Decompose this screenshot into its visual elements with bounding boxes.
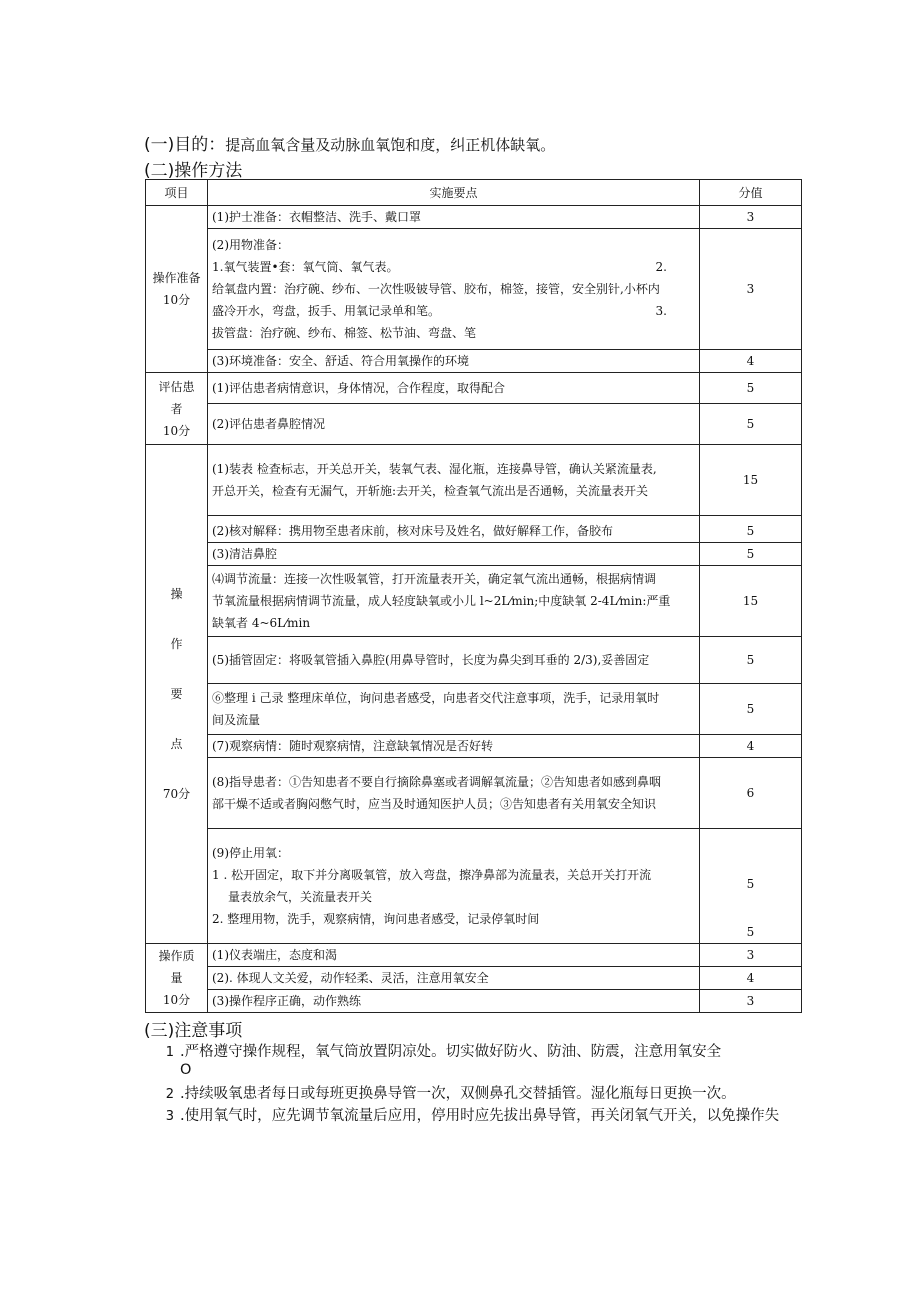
table-row <box>146 516 802 543</box>
method-heading: (二)操作方法 <box>144 161 243 181</box>
content-text: 盛冷开水，弯盘，扳手、用氧记录单和笔。 <box>212 304 441 318</box>
note-item <box>180 1062 191 1078</box>
note-text: .严格遵守操作规程，氧气筒放置阴凉处。切实做好防火、防油、防震，注意用氧安全 <box>180 1044 722 1060</box>
row-content: (1)仪表端庄，态度和渴 <box>208 944 700 967</box>
table-row <box>146 373 802 404</box>
table-row <box>146 445 802 516</box>
content-line: (1)装表 检查标志，开关总开关，装氧气表、湿化瓶，连接鼻导管，确认关紧流量表, <box>212 462 657 476</box>
table-row <box>146 350 802 373</box>
table-row <box>146 944 802 967</box>
content-line: (8)指导患者：①告知患者不要自行摘除鼻塞或者调解氧流量；②告知患者如感到鼻咽 <box>212 775 662 789</box>
table-row <box>146 990 802 1013</box>
row-content: (1)评估患者病情意识，身体情况，合作程度，取得配合 <box>208 373 700 404</box>
note-text: .使用氧气时，应先调节氧流量后应用，停用时应先拔出鼻导管，再关闭氧气开关，以免操作失 <box>180 1108 780 1124</box>
note-item <box>144 1040 721 1061</box>
row-score: 3 <box>700 990 802 1013</box>
row-content <box>208 566 700 637</box>
table-row <box>146 684 802 735</box>
row-score: 3 <box>700 944 802 967</box>
group-assess-label: 者 <box>170 401 183 416</box>
row-score: 15 <box>700 566 802 637</box>
notes-heading: (三)注意事项 <box>144 1021 243 1041</box>
operation-table <box>145 179 802 1013</box>
table-row <box>146 404 802 445</box>
content-line <box>212 256 695 278</box>
table-row <box>146 206 802 229</box>
row-content <box>208 229 700 350</box>
group-quality <box>146 944 208 1013</box>
row-content: (7)观察病情：随时观察病情，注意缺氧情况是否好转 <box>208 735 700 758</box>
group-assess-label: 评估患 <box>158 379 195 394</box>
row-score: 3 <box>700 206 802 229</box>
content-line: 2. 整理用物，洗手，观察病情，询问患者感受，记录停氧时间 <box>212 912 540 926</box>
content-line: 间及流量 <box>212 713 261 727</box>
content-line: 拔管盘：治疗碗、纱布、棉签、松节油、弯盘、笔 <box>212 326 477 340</box>
row-content <box>208 684 700 735</box>
content-line: 节氧流量根据病情调节流量，成人轻度缺氧或小儿 l~2L⁄min;中度缺氧 2-4L⁄min:严重 <box>212 594 671 608</box>
content-line: 1 . 松开固定，取下并分离吸氧管，放入弯盘，擦净鼻部为流量表，关总开关打开流 <box>212 868 652 882</box>
table-row <box>146 637 802 684</box>
row-score-group <box>700 829 802 944</box>
row-content: (5)插管固定：将吸氧管插入鼻腔(用鼻导管时，长度为鼻尖到耳垂的 2/3),妥善固定 <box>208 637 700 684</box>
row-score: 4 <box>700 967 802 990</box>
table-row <box>146 566 802 637</box>
content-line: 开总开关，检查有无漏气，开斩施:去开关，检查氧气流出是否通畅，关流量表开关 <box>212 484 649 498</box>
note-text: O <box>180 1062 192 1078</box>
row-score: 15 <box>700 445 802 516</box>
row-score: 6 <box>700 758 802 829</box>
row-score: 5 <box>700 516 802 543</box>
table-row <box>146 967 802 990</box>
content-line: (2)用物准备： <box>212 238 289 252</box>
table-row <box>146 229 802 350</box>
table-row <box>146 758 802 829</box>
row-score: 5 <box>700 684 802 735</box>
row-content <box>208 445 700 516</box>
group-ops-label: 要 <box>170 687 183 701</box>
row-content: (3)清洁鼻腔 <box>208 543 700 566</box>
group-assess <box>146 373 208 445</box>
note-number: 2 <box>165 1087 174 1102</box>
group-prep <box>146 206 208 373</box>
group-ops-label: 作 <box>170 637 183 651</box>
content-text: 1.氧气装置•套：氧气筒、氧气表。 <box>212 260 399 274</box>
content-number: 2. <box>655 260 667 274</box>
group-ops-label: 点 <box>170 737 183 751</box>
group-ops-label: 操 <box>170 587 183 601</box>
content-line: 缺氧者 4~6L⁄min <box>212 616 311 630</box>
purpose-text: 提高血氧含量及动脉血氧饱和度，纠正机体缺氧。 <box>225 136 556 154</box>
row-content <box>208 758 700 829</box>
group-prep-points: 10分 <box>162 293 191 307</box>
table-header-row <box>146 180 802 206</box>
content-line: (9)停止用氧： <box>212 846 289 860</box>
row-score: 5 <box>700 543 802 566</box>
row-content: (1)护士准备：衣帽整洁、洗手、戴口罩 <box>208 206 700 229</box>
row-score: 5 <box>746 925 755 939</box>
row-content: (3)操作程序正确，动作熟练 <box>208 990 700 1013</box>
row-score: 5 <box>700 637 802 684</box>
row-score: 4 <box>700 350 802 373</box>
note-number: 1 <box>165 1045 174 1060</box>
note-text: .持续吸氧患者每日或每班更换鼻导管一次，双侧鼻孔交替插管。湿化瓶每日更换一次。 <box>180 1086 736 1102</box>
group-prep-label: 操作准备 <box>152 271 201 285</box>
header-item: 项目 <box>146 180 208 206</box>
note-number: 3 <box>165 1109 174 1124</box>
table-row <box>146 829 802 944</box>
group-quality-points: 10分 <box>162 993 191 1007</box>
content-line: 给氧盘内置：治疗碗、纱布、一次性吸铍导管、胶布，棉签，接管，安全别针,小杯内 <box>212 282 660 296</box>
content-line: 量表放余气，关流量表开关 <box>228 890 373 904</box>
spacer <box>704 829 797 851</box>
row-content <box>208 829 700 944</box>
purpose-label: (一)目的： <box>144 135 226 155</box>
content-line <box>212 300 695 322</box>
group-ops-points: 70分 <box>162 787 191 801</box>
group-ops <box>146 445 208 944</box>
group-quality-label: 操作质 <box>158 949 195 963</box>
row-score: 5 <box>700 404 802 445</box>
note-item <box>144 1082 736 1103</box>
header-score: 分值 <box>700 180 802 206</box>
table-row <box>146 543 802 566</box>
row-content: (2). 体现人文关爱，动作轻柔、灵活，注意用氧安全 <box>208 967 700 990</box>
row-score: 5 <box>700 373 802 404</box>
row-score: 5 <box>746 877 755 891</box>
row-content: (2)评估患者鼻腔情况 <box>208 404 700 445</box>
purpose-heading <box>144 130 555 155</box>
content-line: ⑥整理 i 己录 整理床单位，询问患者感受，向患者交代注意事项，洗手，记录用氧时 <box>212 691 660 705</box>
content-line: 部干燥不适或者胸闷憋气时，应当及时通知医护人员；③告知患者有关用氧安全知识 <box>212 797 657 811</box>
group-assess-points: 10分 <box>162 423 191 438</box>
group-quality-label: 量 <box>170 971 183 985</box>
content-line: ⑷调节流量：连接一次性吸氧管，打开流量表开关，确定氧气流出通畅，根据病情调 <box>212 572 657 586</box>
spacer <box>704 851 797 873</box>
header-points: 实施要点 <box>208 180 700 206</box>
row-score: 3 <box>700 229 802 350</box>
note-item <box>144 1104 779 1125</box>
content-number: 3. <box>655 304 667 318</box>
table-row <box>146 735 802 758</box>
row-content: (3)环境准备：安全、舒适、符合用氧操作的环境 <box>208 350 700 373</box>
row-content: (2)核对解释：携用物至患者床前，核对床号及姓名，做好解释工作，备胶布 <box>208 516 700 543</box>
row-score: 4 <box>700 735 802 758</box>
